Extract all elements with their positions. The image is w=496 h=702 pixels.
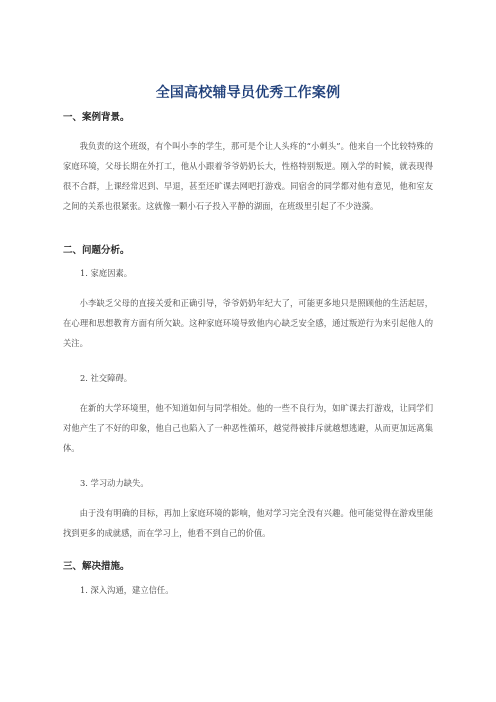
list-item-motivation: 3. 学习动力缺失。: [80, 478, 149, 488]
list-item-family-factor: 1. 家庭因素。: [80, 268, 133, 278]
paragraph-motivation: 由于没有明确的目标，再加上家庭环境的影响，他对学习完全没有兴趣。他可能觉得在游戏里能找到更多的成就感，而在学习上，他看不到自己的价值。: [63, 508, 433, 538]
paragraph-family-factor: 小李缺乏父母的直接关爱和正确引导，爷爷奶奶年纪大了，可能更多地只是照顾他的生活起居，在心理和思想教育方面有所欠缺。这种家庭环境导致他内心缺乏安全感，通过叛逆行为来引起他人的关注。: [63, 298, 433, 348]
paragraph-social-barrier: 在新的大学环境里，他不知道如何与同学相处。他的一些不良行为，如旷课去打游戏，让同学们对他产生了不好的印象，他自己也陷入了一种恶性循环，越觉得被排斥就越想逃避，从而更加远离集体。: [63, 403, 433, 453]
list-item-social-barrier: 2. 社交障碍。: [80, 373, 133, 383]
section-heading-measures: 三、解决措施。: [63, 561, 130, 572]
paragraph-background: 我负责的这个班级，有个叫小李的学生，那可是个让人头疼的“小刺头”。他来自一个比较特殊的家庭环境，父母长期在外打工，他从小跟着爷爷奶奶长大，性格特别叛逆。刚入学的时候，就表现得很不合群，上课经常迟到、早退，甚至还旷课去网吧打游戏。同宿舍的同学都对他有意见，他和室友之间的关系也很紧张。这就像一颗小石子投入平静的湖面，在班级里引起了不少涟漪。: [63, 141, 433, 211]
list-item-communication: 1. 深入沟通，建立信任。: [80, 585, 174, 595]
document-title: 全国高校辅导员优秀工作案例: [155, 85, 341, 101]
section-heading-background: 一、案例背景。: [63, 112, 130, 123]
section-heading-analysis: 二、问题分析。: [63, 245, 130, 256]
